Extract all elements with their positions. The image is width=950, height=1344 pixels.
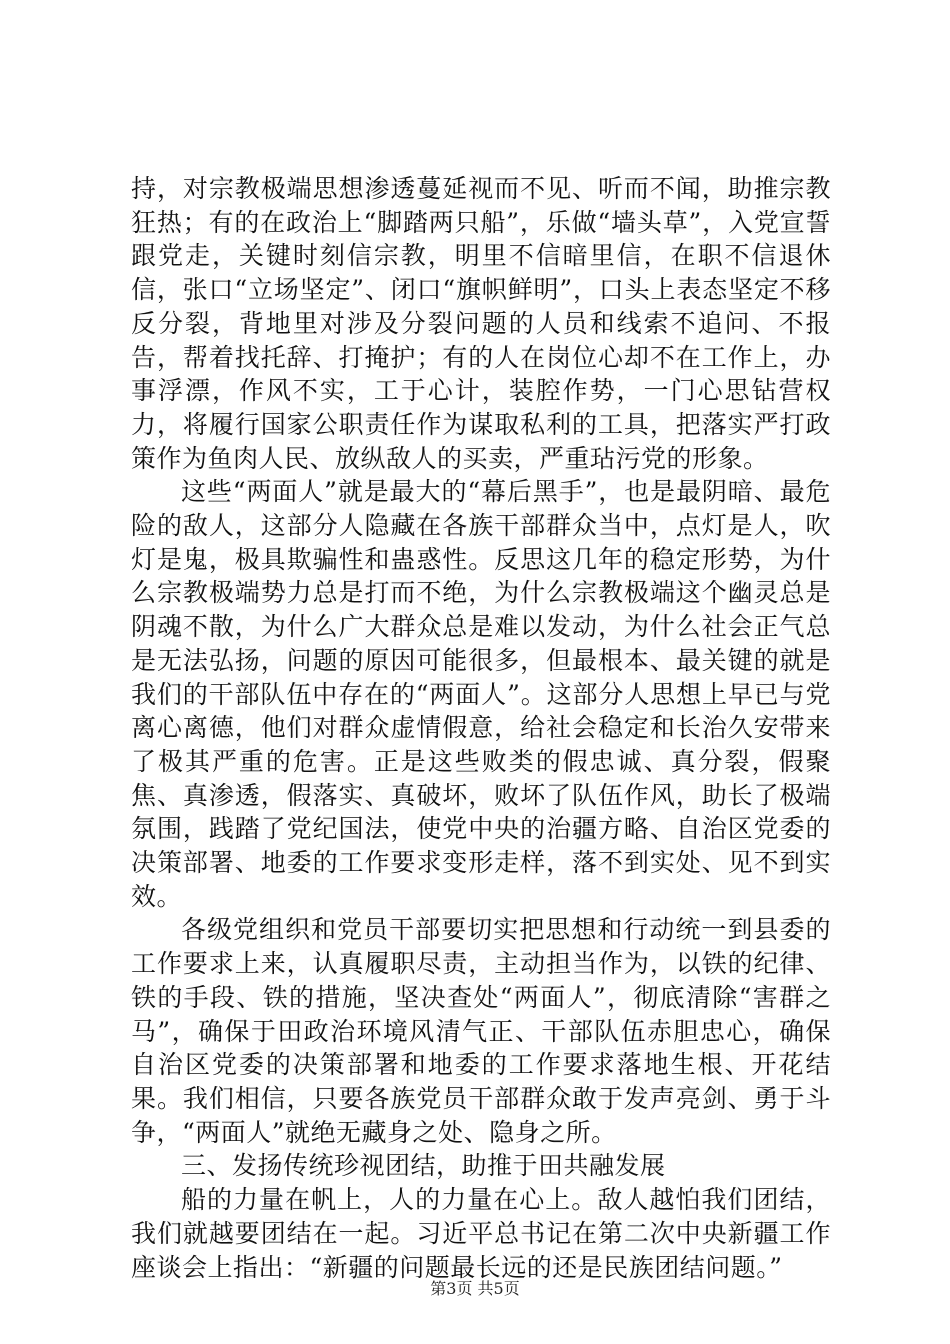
section-heading-three: 三、发扬传统珍视团结，助推于田共融发展 bbox=[181, 1151, 666, 1181]
paragraph-unity: 船的力量在帆上，人的力量在心上。敌人越怕我们团结，我们就越要团结在一起。习近平总书记在第二次中央新疆工作座谈会上指出：“新疆的问题最长远的还是民族团结问题。” bbox=[131, 1185, 831, 1282]
paragraph-party-requirements: 各级党组织和党员干部要切实把思想和行动统一到县委的工作要求上来，认真履职尽责，主动担当作为，以铁的纪律、铁的手段、铁的措施，坚决查处“两面人”，彻底清除“害群之马”，确保于田政治环境风清气正、干部队伍赤胆忠心，确保自治区党委的决策部署和地委的工作要求落地生根、开花结果。我们相信，只要各族党员干部群众敢于发声亮剑、勇于斗争，“两面人”就绝无藏身之处、隐身之所。 bbox=[131, 915, 831, 1147]
page-number-footer: 第3页 共5页 bbox=[430, 1279, 520, 1298]
paragraph-two-faced-people: 这些“两面人”就是最大的“幕后黑手”，也是最阴暗、最危险的敌人，这部分人隐藏在各族干部群众当中，点灯是人，吹灯是鬼，极具欺骗性和蛊惑性。反思这几年的稳定形势，为什么宗教极端势力总是打而不绝，为什么宗教极端这个幽灵总是阴魂不散，为什么广大群众总是难以发动，为什么社会正气总是无法弘扬，问题的原因可能很多，但最根本、最关键的就是我们的干部队伍中存在的“两面人”。这部分人思想上早已与党离心离德，他们对群众虚情假意，给社会稳定和长治久安带来了极其严重的危害。正是这些败类的假忠诚、真分裂，假聚焦、真渗透，假落实、真破坏，败坏了队伍作风，助长了极端氛围，践踏了党纪国法，使党中央的治疆方略、自治区党委的决策部署、地委的工作要求变形走样，落不到实处、见不到实效。 bbox=[131, 477, 831, 911]
paragraph-continuation: 持，对宗教极端思想渗透蔓延视而不见、听而不闻，助推宗教狂热；有的在政治上“脚踏两只船”，乐做“墙头草”，入党宣誓跟党走，关键时刻信宗教，明里不信暗里信，在职不信退休信，张口“立场坚定”、闭口“旗帜鲜明”，口头上表态坚定不移反分裂，背地里对涉及分裂问题的人员和线索不追问、不报告，帮着找托辞、打掩护；有的人在岗位心却不在工作上，办事浮漂，作风不实，工于心计，装腔作势，一门心思钻营权力，将履行国家公职责任作为谋取私利的工具，把落实严打政策作为鱼肉人民、放纵敌人的买卖，严重玷污党的形象。 bbox=[131, 174, 831, 473]
document-body bbox=[131, 172, 831, 1284]
